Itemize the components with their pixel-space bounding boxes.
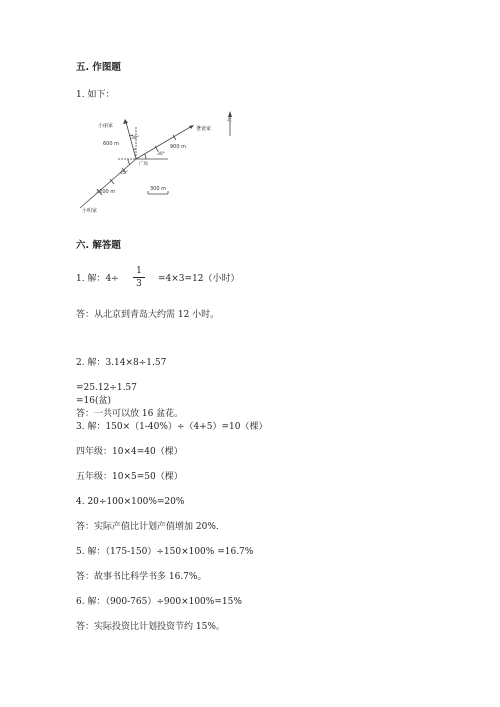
q4-line1: 4. 20÷100×100%=20% [76,497,185,507]
label-xiaoming: 小明家 [82,208,98,214]
q6-line1: 6. 解：（900-765）÷900×100%=15% [76,597,242,607]
q2-answer: 答：一共可以放 16 盆花。 [76,409,184,419]
q2-line1: 2. 解：3.14×8÷1.57 [76,358,167,368]
section6-title: 六. 解答题 [76,240,121,251]
section5-title: 五. 作图题 [76,62,121,73]
label-dist-xiaoming: 1200 m [96,189,116,195]
map-diagram [70,108,240,218]
north-arrow-head [228,111,232,117]
q1-label: 1. 如下： [76,90,115,100]
q1-fraction-numerator: 1 [136,266,142,276]
q3-line3: 五年级：10×5=50（棵） [76,472,183,482]
q3-line2: 四年级：10×4=40（棵） [76,447,183,457]
q1-prefix: 1. 解：4÷ [76,274,119,284]
q1-fraction [133,266,145,289]
q1-fraction-denominator: 3 [136,279,142,289]
xiaoli-arrow-head [123,119,128,124]
q2-line2: =25.12÷1.57 [76,383,137,393]
label-square: 广场 [139,162,148,167]
q3-line1: 3. 解：150×（1-40%）÷（4+5）=10（棵） [76,422,268,432]
label-dist-baoba: 900 m [170,144,187,150]
arc-xiaoming [128,159,130,165]
q4-answer: 答：实际产值比计划产值增加 20%. [76,522,219,532]
label-scale: 300 m [150,186,167,192]
label-dist-xiaoli: 600 m [103,141,120,147]
arc-xiaoli [133,149,136,150]
q5-answer: 答：故事书比科学书多 16.7%。 [76,572,207,582]
q2-line3: =16(盆) [76,396,112,406]
q1-answer: 答：从北京到青岛大约需 12 小时。 [76,310,220,320]
fraction-bar [133,277,145,278]
label-angle-xiaoli: 30° [131,136,139,141]
label-angle-xiaoming: 45° [120,171,128,176]
q1-suffix: =4×3=12（小时） [158,274,240,284]
label-angle-baoba: 30° [157,152,165,157]
baoba-arrow-head [189,125,194,129]
line-xiaoming [80,159,136,208]
q5-line1: 5. 解：（175-150）÷150×100% =16.7% [76,547,254,557]
label-xiaoli: 小丽家 [98,123,114,129]
label-baoba: 爸爸家 [196,126,212,132]
label-north: 北 [227,118,232,123]
q6-answer: 答：实际投资比计划投资节约 15%。 [76,622,225,632]
arc-baoba [145,154,146,159]
